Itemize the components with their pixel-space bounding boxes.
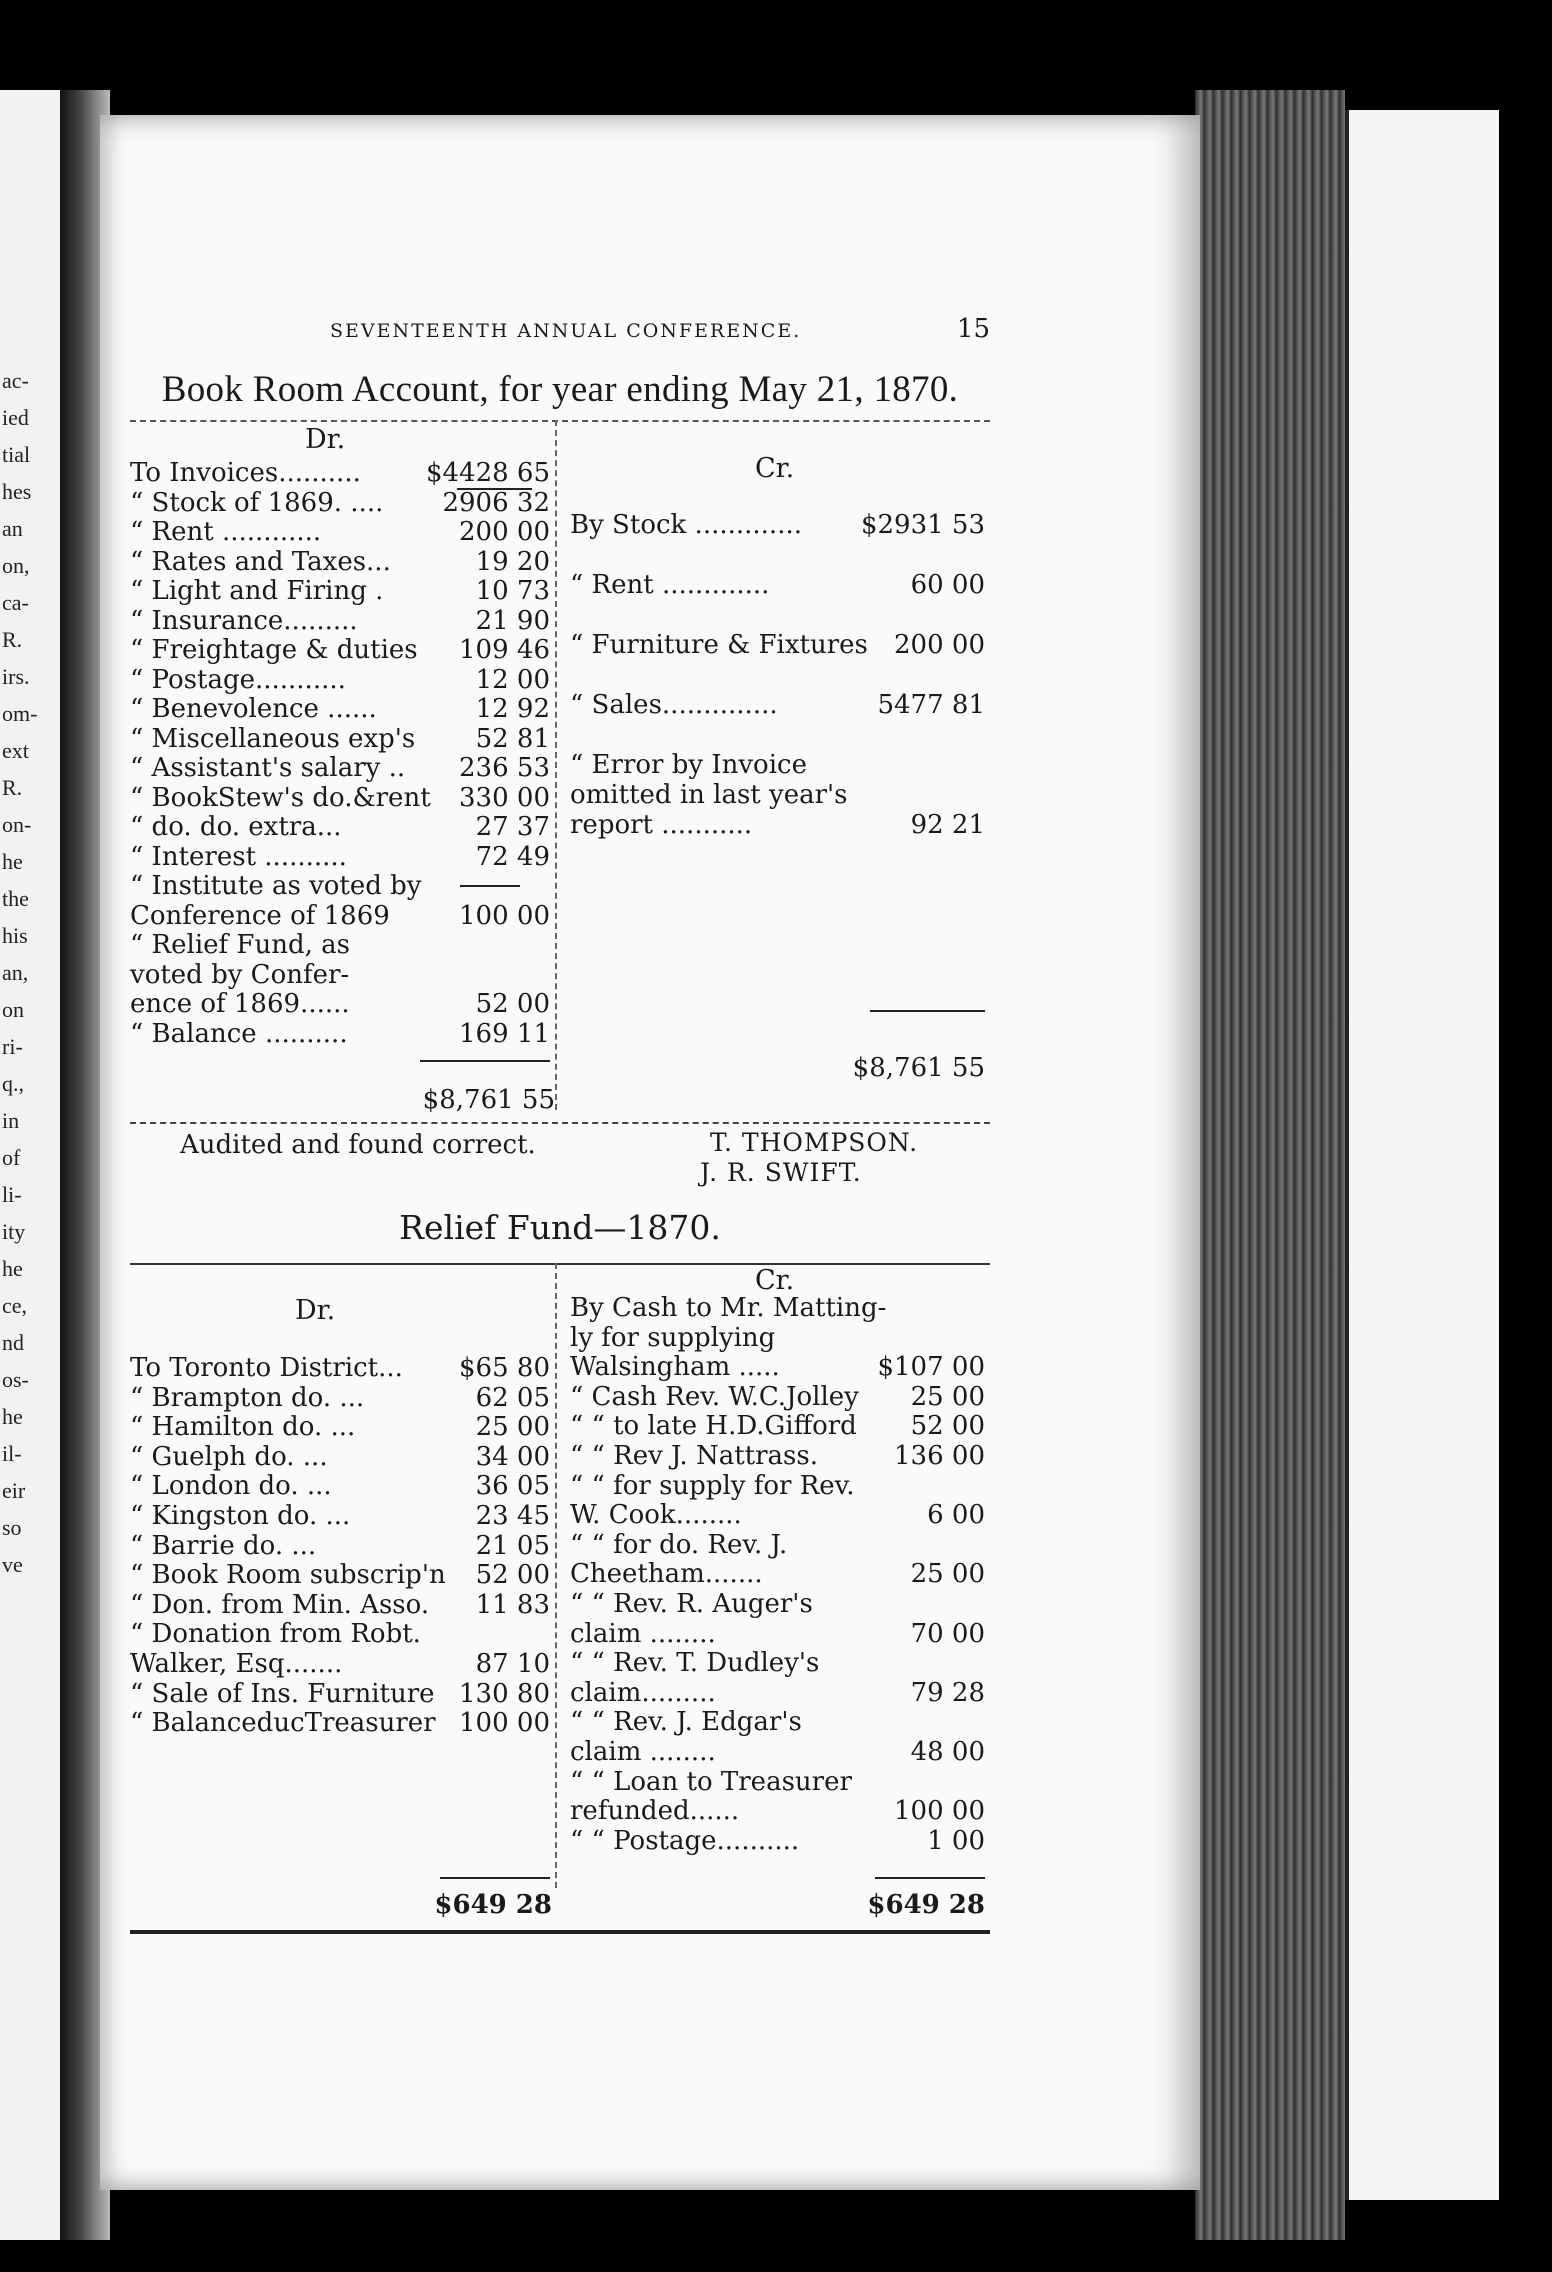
relief-cr-row-amount: $107 00	[877, 1352, 985, 1383]
relief-dr-row-label: “ Brampton do. ...	[130, 1382, 365, 1413]
book-room-cr-row-amount: 200 00	[894, 630, 985, 660]
left-page-text-fragment: ce,	[2, 1293, 28, 1318]
left-page-text-fragment: he	[2, 1404, 23, 1429]
book-room-dr-row-amount: 21 90	[475, 605, 550, 636]
page-number: 15	[956, 314, 990, 344]
relief-dr-row-amount: $65 80	[459, 1353, 550, 1383]
relief-cr-row-label: claim.........	[570, 1677, 716, 1708]
relief-dr-row-amount: 34 00	[475, 1441, 550, 1472]
relief-cr-row-amount: 25 00	[910, 1381, 985, 1412]
left-page-text-fragment: ity	[2, 1219, 26, 1244]
title-rule	[130, 420, 990, 422]
book-room-dr-row-amount: 27 37	[475, 812, 550, 842]
sum-underline	[457, 488, 532, 490]
audit-note: Audited and found correct.	[180, 1130, 536, 1160]
relief-cr-row-amount: 100 00	[894, 1796, 985, 1827]
left-page-text-fragment: on,	[2, 553, 30, 578]
relief-dr-row-amount: 62 05	[475, 1382, 550, 1413]
book-room-dr-row-label: “ Benevolence ......	[130, 694, 377, 724]
left-page-text-fragment: il-	[2, 1441, 22, 1466]
relief-dr-row-label: “ Sale of Ins. Furniture	[130, 1678, 435, 1709]
left-page-text-fragment: os-	[2, 1367, 29, 1392]
book-room-dr-row-amount: 236 53	[459, 753, 550, 783]
page-content	[130, 314, 990, 1960]
relief-cr-row-amount: 79 28	[910, 1677, 985, 1708]
relief-fund-title: Relief Fund—1870.	[399, 1208, 721, 1247]
relief-cr-row-label: “ “ Loan to Treasurer	[570, 1766, 852, 1797]
relief-cr-row-label: “ “ Rev J. Nattrass.	[570, 1441, 818, 1471]
relief-cr-row-amount: 70 00	[910, 1618, 985, 1649]
left-page-text-fragment: R.	[2, 627, 23, 652]
auditor-2: J. R. SWIFT.	[700, 1158, 862, 1187]
left-page-text-fragment: his	[2, 923, 28, 948]
auditor-1: T. THOMPSON.	[710, 1128, 919, 1157]
column-divider	[555, 1263, 557, 1888]
left-page-text-fragment: ca-	[2, 590, 29, 615]
relief-cr-heading: Cr.	[755, 1265, 795, 1296]
left-page-text-fragment: hes	[2, 479, 32, 504]
left-page-text-fragment: li-	[2, 1182, 22, 1207]
book-room-dr-row-amount: 109 46	[459, 635, 550, 665]
relief-cr-row-label: “ “ for supply for Rev.	[570, 1470, 855, 1501]
book-room-dr-row-label: “ Postage...........	[130, 664, 346, 695]
book-room-dr-row-amount: 2906 32	[442, 487, 550, 518]
book-room-dr-row-amount: 19 20	[475, 546, 550, 577]
relief-cr-row-amount: 136 00	[894, 1441, 985, 1471]
bottom-rule	[130, 1930, 990, 1934]
book-room-dr-row-label: “ Relief Fund, as	[130, 930, 350, 960]
book-room-dr-row-label: To Invoices..........	[130, 458, 361, 488]
book-room-dr-row-amount: 72 49	[475, 841, 550, 872]
relief-cr-row-label: “ “ to late H.D.Gifford	[570, 1411, 857, 1442]
book-room-dr-row-amount: 52 00	[475, 989, 550, 1019]
left-page-text-fragment: on-	[2, 812, 32, 837]
relief-dr-row-amount: 23 45	[475, 1501, 550, 1531]
book-room-dr-total: $8,761 55	[422, 1085, 555, 1115]
total-rule	[440, 1877, 550, 1879]
book-room-cr-row-label: omitted in last year's	[570, 780, 848, 810]
running-head-text: SEVENTEENTH ANNUAL CONFERENCE.	[330, 320, 802, 342]
book-room-cr-row-amount: 60 00	[910, 570, 985, 600]
left-page-text-fragment: he	[2, 849, 23, 874]
book-room-dr-row-label: Conference of 1869	[130, 900, 390, 931]
book-room-dr-row-amount: 52 81	[475, 723, 550, 754]
book-room-cr-row-amount: $2931 53	[860, 510, 985, 540]
relief-cr-row-label: W. Cook........	[570, 1500, 742, 1531]
previous-page-fragment	[0, 90, 60, 2240]
relief-cr-row-label: Cheetham.......	[570, 1559, 763, 1590]
book-room-cr-row-label: report ...........	[570, 810, 753, 840]
relief-dr-row-amount: 25 00	[475, 1412, 550, 1443]
relief-cr-row-label: By Cash to Mr. Matting-	[570, 1293, 887, 1323]
book-room-dr-row-label: “ Rates and Taxes...	[130, 546, 391, 577]
left-page-text-fragment: eir	[2, 1478, 26, 1503]
book-room-dr-row-amount: 10 73	[475, 576, 550, 606]
relief-dr-row-label: “ Donation from Robt.	[130, 1619, 421, 1650]
left-page-text-fragment: nd	[2, 1330, 24, 1355]
book-room-dr-row-amount: 169 11	[459, 1018, 550, 1049]
relief-dr-row-amount: 36 05	[475, 1471, 550, 1502]
book-room-dr-row-amount: 200 00	[459, 517, 550, 547]
book-room-cr-row-label: “ Error by Invoice	[570, 750, 807, 780]
book-room-dr-row-label: ence of 1869......	[130, 989, 350, 1019]
book-room-title: Book Room Account, for year ending May 21, 1870.	[161, 369, 959, 410]
relief-cr-row-label: “ Cash Rev. W.C.Jolley	[570, 1381, 859, 1412]
book-room-cr-row-label: By Stock .............	[570, 510, 802, 540]
book-room-cr-total: $8,761 55	[852, 1053, 985, 1083]
book-room-cr-row-label: “ Furniture & Fixtures	[570, 630, 868, 660]
left-page-text-fragment: an	[2, 516, 23, 541]
left-page-text-fragment: the	[2, 886, 29, 911]
relief-cr-row-amount: 25 00	[910, 1559, 985, 1590]
left-page-text-fragment: ac-	[2, 368, 29, 393]
relief-dr-row-amount: 100 00	[459, 1708, 550, 1739]
relief-cr-row-label: claim ........	[570, 1618, 716, 1649]
relief-dr-row-label: “ BalanceducTreasurer	[130, 1708, 436, 1739]
page-edges	[1195, 90, 1345, 2240]
book-room-dr-row-label: “ BookStew's do.&rent	[130, 782, 431, 813]
running-head	[330, 320, 990, 342]
book-room-cr-row-label: “ Sales..............	[570, 690, 778, 720]
left-page-text-fragment: irs.	[2, 664, 30, 689]
book-room-dr-row-label: voted by Confer-	[130, 959, 350, 990]
left-page-text-fragment: om-	[2, 701, 38, 726]
book-room-dr-row-label: “ Miscellaneous exp's	[130, 723, 416, 754]
book-room-cr-row-amount: 92 21	[910, 810, 985, 840]
book-room-dr-row-label: “ do. do. extra...	[130, 812, 342, 842]
left-page-text-fragment: ri-	[2, 1034, 23, 1059]
left-page-text-fragment: tial	[2, 442, 31, 467]
book-room-dr-row-amount: $4428 65	[425, 458, 550, 488]
book-room-cr-row-amount: 5477 81	[877, 690, 985, 720]
relief-cr-total: $649 28	[867, 1890, 985, 1920]
book-room-dr-row-amount: 12 00	[475, 664, 550, 695]
relief-cr-row-amount: 52 00	[910, 1411, 985, 1442]
book-room-dr-row-label: “ Light and Firing .	[130, 576, 384, 606]
relief-dr-row-label: “ Kingston do. ...	[130, 1501, 351, 1531]
total-rule	[870, 1010, 985, 1012]
relief-cr-row-amount: 48 00	[910, 1737, 985, 1767]
book-room-dr-row-label: “ Balance ..........	[130, 1018, 348, 1049]
left-page-text-fragment: ext	[2, 738, 29, 763]
relief-dr-row-amount: 52 00	[475, 1560, 550, 1591]
book-room-dr-row-label: “ Institute as voted by	[130, 871, 422, 901]
relief-cr-row-label: “ “ Postage..........	[570, 1825, 800, 1856]
book-room-dr-row-label: “ Interest ..........	[130, 841, 347, 872]
audit-rule	[130, 1122, 990, 1124]
book-room-cr-row-label: “ Rent .............	[570, 570, 770, 600]
relief-cr-row-label: “ “ Rev. J. Edgar's	[570, 1707, 802, 1738]
relief-dr-row-amount: 130 80	[459, 1678, 550, 1709]
relief-cr-row-label: Walsingham .....	[570, 1352, 780, 1383]
book-room-dr-heading: Dr.	[305, 424, 346, 455]
relief-dr-row-label: “ Book Room subscrip'n	[130, 1560, 446, 1591]
relief-title-rule	[130, 1263, 990, 1265]
book-room-dr-row-label: “ Freightage & duties	[130, 635, 418, 665]
relief-dr-row-label: “ London do. ...	[130, 1471, 332, 1502]
left-page-text-fragment: of	[2, 1145, 21, 1170]
book-room-dr-row-amount: 12 92	[475, 694, 550, 724]
left-page-text-fragment: ied	[2, 405, 29, 430]
left-page-text-fragment: q.,	[2, 1071, 24, 1096]
left-page-text-fragment: he	[2, 1256, 23, 1281]
book-room-cr-heading: Cr.	[755, 453, 795, 484]
left-page-text-fragment: so	[2, 1515, 22, 1540]
relief-cr-row-amount: 1 00	[927, 1825, 985, 1856]
relief-dr-row-label: “ Barrie do. ...	[130, 1530, 317, 1561]
left-page-text-fragment: on	[2, 997, 24, 1022]
relief-dr-row-label: Walker, Esq.......	[130, 1649, 343, 1679]
book-room-dr-row-label: “ Rent ............	[130, 517, 322, 547]
relief-dr-row-label: “ Guelph do. ...	[130, 1441, 328, 1472]
relief-dr-heading: Dr.	[295, 1295, 336, 1326]
book-room-dr-row-amount: 100 00	[459, 900, 550, 931]
relief-cr-row-label: “ “ for do. Rev. J.	[570, 1529, 788, 1560]
relief-cr-row-amount: 6 00	[927, 1500, 985, 1531]
left-page-text-fragment: an,	[2, 960, 29, 985]
relief-dr-total: $649 28	[434, 1890, 552, 1920]
total-rule	[420, 1060, 550, 1062]
relief-dr-row-label: To Toronto District...	[130, 1353, 403, 1383]
column-divider	[555, 420, 557, 1110]
left-page-text-fragment: in	[2, 1108, 20, 1133]
left-page-text-fragment: R.	[2, 775, 23, 800]
relief-dr-row-amount: 21 05	[475, 1530, 550, 1561]
relief-dr-row-label: “ Hamilton do. ...	[130, 1412, 356, 1443]
book-room-dr-row-label: “ Stock of 1869. ....	[130, 487, 384, 518]
relief-cr-row-label: claim ........	[570, 1737, 716, 1767]
relief-cr-row-label: ly for supplying	[570, 1322, 776, 1353]
left-page-text-fragment: ve	[2, 1552, 23, 1577]
relief-cr-row-label: “ “ Rev. R. Auger's	[570, 1589, 813, 1619]
book-room-dr-row-amount: 330 00	[459, 782, 550, 813]
relief-cr-row-label: “ “ Rev. T. Dudley's	[570, 1648, 820, 1679]
total-rule	[875, 1877, 985, 1879]
book-room-dr-row-label: “ Insurance.........	[130, 605, 358, 636]
relief-cr-row-label: refunded......	[570, 1796, 740, 1827]
relief-dr-row-amount: 11 83	[475, 1589, 550, 1620]
book-cover	[1345, 110, 1499, 2200]
sum-underline	[460, 885, 520, 887]
book-room-dr-row-label: “ Assistant's salary ..	[130, 753, 406, 783]
relief-dr-row-amount: 87 10	[475, 1649, 550, 1679]
relief-dr-row-label: “ Don. from Min. Asso.	[130, 1589, 430, 1620]
